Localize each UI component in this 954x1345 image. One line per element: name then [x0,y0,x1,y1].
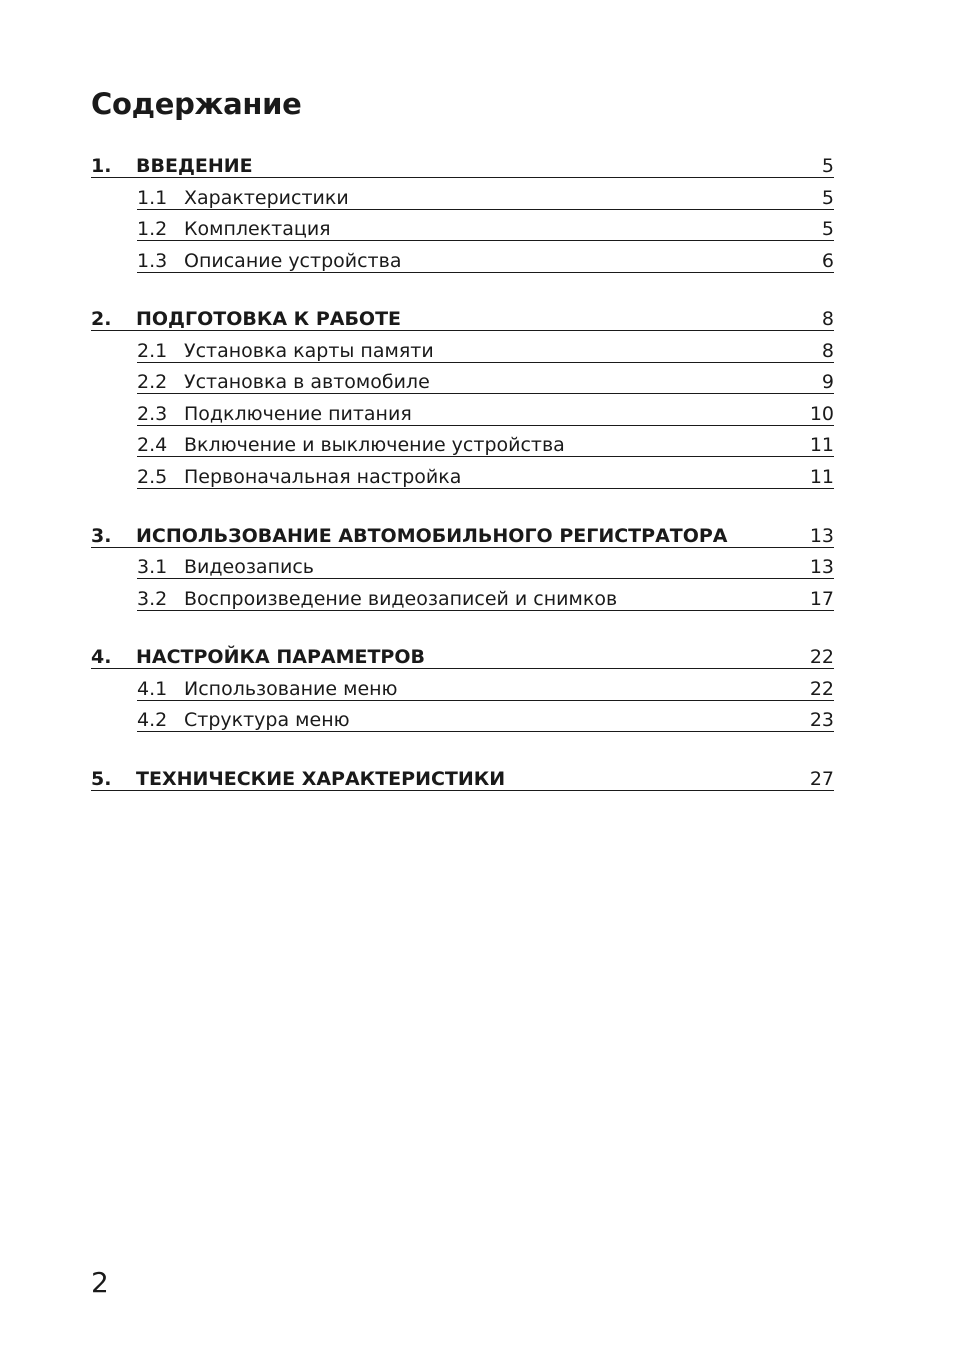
toc-entry-2[interactable] [91,309,834,331]
toc-entry-3-1[interactable] [137,557,834,579]
toc-entry-number: 2.1 [137,340,168,362]
toc-entry-title: Подключение питания [184,403,412,425]
toc-entry-number: 1.1 [137,187,168,209]
toc-entry-number: 2.5 [137,466,168,488]
toc-entry-number: 4.1 [137,678,168,700]
toc-entry-number: 2.3 [137,403,168,425]
toc-entry-page: 10 [809,403,834,425]
toc-entry-title: Использование меню [184,678,398,700]
toc-entry-number: 1.2 [137,218,168,240]
toc-entry-page: 27 [809,768,834,790]
toc-entry-title: НАСТРОЙКА ПАРАМЕТРОВ [136,646,425,668]
toc-entry-page: 17 [809,588,834,610]
toc-entry-page: 6 [821,250,834,272]
toc-entry-number: 3.2 [137,588,168,610]
toc-entry-title: ИСПОЛЬЗОВАНИЕ АВТОМОБИЛЬНОГО РЕГИСТРАТОРА [136,525,728,547]
toc-entry-number: 5. [91,768,112,790]
toc-entry-number: 3. [91,525,112,547]
toc-entry-4-2[interactable] [137,710,834,732]
toc-entry-page: 22 [809,678,834,700]
toc-entry-2-2[interactable] [137,372,834,394]
toc-entry-page: 23 [809,709,834,731]
toc-entry-title: Описание устройства [184,250,402,272]
toc-entry-page: 5 [821,218,834,240]
toc-entry-2-3[interactable] [137,404,834,426]
toc-entry-title: ПОДГОТОВКА К РАБОТЕ [136,308,402,330]
toc-entry-title: ВВЕДЕНИЕ [136,155,253,177]
toc-entry-4-1[interactable] [137,679,834,701]
toc-entry-number: 1.3 [137,250,168,272]
toc-entry-title: Характеристики [184,187,349,209]
toc-entry-page: 22 [809,646,834,668]
toc-entry-page: 5 [821,187,834,209]
toc-entry-4[interactable] [91,647,834,669]
page-title: Содержание [91,87,302,121]
toc-entry-title: Структура меню [184,709,350,731]
toc-entry-3-2[interactable] [137,589,834,611]
toc-entry-5[interactable] [91,769,834,791]
toc-entry-page: 11 [809,434,834,456]
toc-entry-title: Включение и выключение устройства [184,434,565,456]
toc-entry-1-3[interactable] [137,251,834,273]
toc-entry-title: Установка в автомобиле [184,371,430,393]
toc-entry-page: 9 [821,371,834,393]
toc-entry-number: 2. [91,308,112,330]
toc-entry-title: ТЕХНИЧЕСКИЕ ХАРАКТЕРИСТИКИ [136,768,506,790]
toc-entry-2-4[interactable] [137,435,834,457]
toc-entry-3[interactable] [91,526,834,548]
toc-entry-number: 1. [91,155,112,177]
toc-entry-number: 4. [91,646,112,668]
toc-entry-number: 2.4 [137,434,168,456]
toc-entry-1-2[interactable] [137,219,834,241]
toc-entry-number: 4.2 [137,709,168,731]
toc-entry-title: Первоначальная настройка [184,466,462,488]
toc-entry-2-1[interactable] [137,341,834,363]
toc-entry-page: 13 [809,525,834,547]
toc-entry-2-5[interactable] [137,467,834,489]
toc-entry-number: 3.1 [137,556,168,578]
toc-entry-title: Воспроизведение видеозаписей и снимков [184,588,618,610]
toc-entry-number: 2.2 [137,371,168,393]
toc-entry-title: Комплектация [184,218,331,240]
toc-entry-title: Видеозапись [184,556,314,578]
toc-entry-page: 8 [821,340,834,362]
toc-entry-title: Установка карты памяти [184,340,434,362]
page-number: 2 [91,1266,109,1299]
toc-entry-1-1[interactable] [137,188,834,210]
toc-entry-page: 13 [809,556,834,578]
toc-entry-1[interactable] [91,156,834,178]
toc-entry-page: 8 [821,308,834,330]
toc-entry-page: 5 [821,155,834,177]
toc-entry-page: 11 [809,466,834,488]
